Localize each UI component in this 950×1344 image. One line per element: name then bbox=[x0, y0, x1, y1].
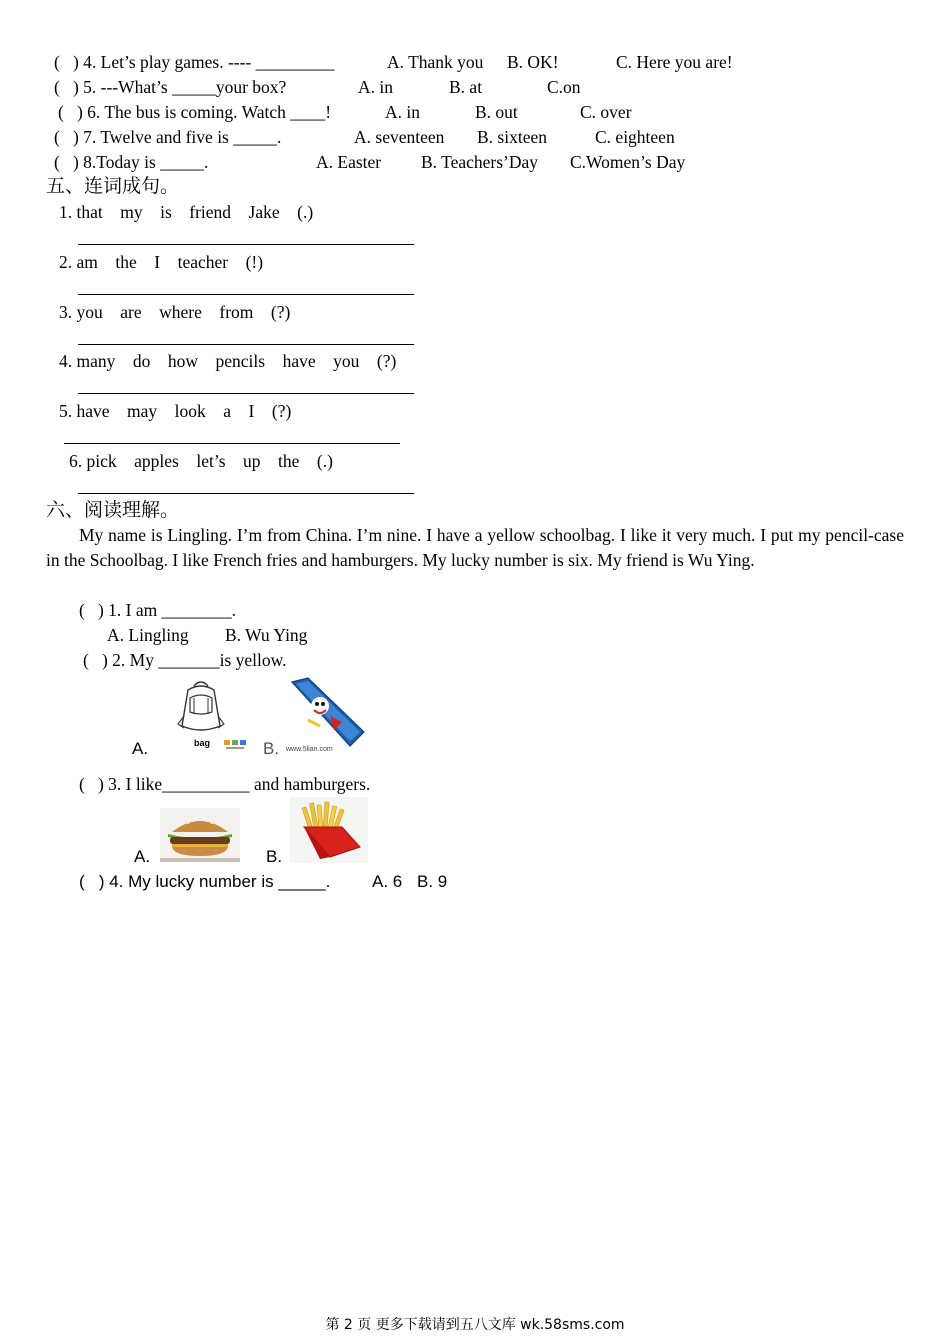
reading-q2-option-a: A. bbox=[132, 739, 149, 758]
reading-q3-option-a: A. bbox=[134, 847, 151, 866]
sentence-item-5: 5. have may look a I (?) bbox=[59, 401, 292, 421]
mc-q6-option-a: A. in bbox=[385, 102, 420, 122]
reading-q3-option-b: B. bbox=[266, 847, 283, 866]
reading-q1-option-a: A. Lingling bbox=[107, 625, 189, 645]
hamburger-icon bbox=[160, 808, 240, 862]
mc-q6-stem: ( ) 6. The bus is coming. Watch ____! bbox=[58, 102, 332, 122]
reading-q4-option-b: B. 9 bbox=[417, 872, 448, 891]
reading-q3-stem: ( ) 3. I like__________ and hamburgers. bbox=[79, 774, 371, 794]
mc-q6-option-c: C. over bbox=[580, 102, 632, 122]
mc-q7-stem: ( ) 7. Twelve and five is _____. bbox=[54, 127, 282, 147]
mc-q4-option-c: C. Here you are! bbox=[616, 52, 733, 72]
mc-q8-option-b: B. Teachers’Day bbox=[421, 152, 539, 172]
sentence-item-2: 2. am the I teacher (!) bbox=[59, 252, 264, 272]
mc-q5-option-a: A. in bbox=[358, 77, 393, 97]
answer-line-5[interactable] bbox=[64, 443, 400, 444]
page-footer: 第 2 页 更多下载请到五八文库 wk.58sms.com bbox=[325, 1317, 625, 1333]
reading-q1-stem: ( ) 1. I am ________. bbox=[79, 600, 236, 620]
section6-heading: 六、阅读理解。 bbox=[46, 499, 180, 521]
answer-line-2[interactable] bbox=[78, 294, 414, 295]
mc-q4-stem: ( ) 4. Let’s play games. ---- _________ bbox=[54, 52, 335, 72]
reading-q4-stem: ( ) 4. My lucky number is _____. bbox=[79, 872, 331, 891]
answer-line-4[interactable] bbox=[78, 393, 414, 394]
mc-q4-option-a: A. Thank you bbox=[387, 52, 484, 72]
reading-q2-stem: ( ) 2. My _______is yellow. bbox=[83, 650, 287, 670]
bag-caption: bag bbox=[194, 738, 211, 748]
hamburger-image bbox=[160, 808, 240, 862]
reading-passage: My name is Lingling. I’m from China. I’m nine. I have a yellow schoolbag. I like it very much. I put my pencil-case in the Schoolbag. I like French fries and hamburgers. My lucky number is six. My friend is Wu Ying. bbox=[46, 525, 904, 570]
reading-q1-option-b: B. Wu Ying bbox=[225, 625, 308, 645]
logo-icon bbox=[222, 738, 248, 752]
mc-q8-option-c: C.Women’s Day bbox=[570, 152, 686, 172]
reading-q4-option-a: A. 6 bbox=[372, 872, 403, 891]
french-fries-icon bbox=[290, 797, 368, 863]
mc-q5-option-c: C.on bbox=[547, 77, 581, 97]
mc-q6-option-b: B. out bbox=[475, 102, 518, 122]
reading-q2-option-b: B. bbox=[263, 739, 280, 758]
mc-q5-option-b: B. at bbox=[449, 77, 483, 97]
sentence-item-6: 6. pick apples let’s up the (.) bbox=[69, 451, 333, 471]
sentence-item-4: 4. many do how pencils have you (?) bbox=[59, 351, 397, 371]
mc-q8-stem: ( ) 8.Today is _____. bbox=[54, 152, 209, 172]
french-fries-image bbox=[290, 797, 368, 863]
watermark-logo bbox=[222, 738, 248, 752]
answer-line-3[interactable] bbox=[78, 344, 414, 345]
section5-heading: 五、连词成句。 bbox=[46, 175, 180, 197]
answer-line-1[interactable] bbox=[78, 244, 414, 245]
sentence-item-1: 1. that my is friend Jake (.) bbox=[59, 202, 314, 222]
answer-line-6[interactable] bbox=[78, 493, 414, 494]
pencil-url-caption: www.5lian.com bbox=[286, 746, 333, 753]
mc-q7-option-c: C. eighteen bbox=[595, 127, 675, 147]
sentence-item-3: 3. you are where from (?) bbox=[59, 302, 291, 322]
mc-q7-option-b: B. sixteen bbox=[477, 127, 547, 147]
mc-q5-stem: ( ) 5. ---What’s _____your box? bbox=[54, 77, 287, 97]
pencil-case-image bbox=[284, 676, 368, 756]
pencil-case-icon bbox=[284, 676, 368, 756]
mc-q4-option-b: B. OK! bbox=[507, 52, 559, 72]
mc-q8-option-a: A. Easter bbox=[316, 152, 382, 172]
mc-q7-option-a: A. seventeen bbox=[354, 127, 445, 147]
